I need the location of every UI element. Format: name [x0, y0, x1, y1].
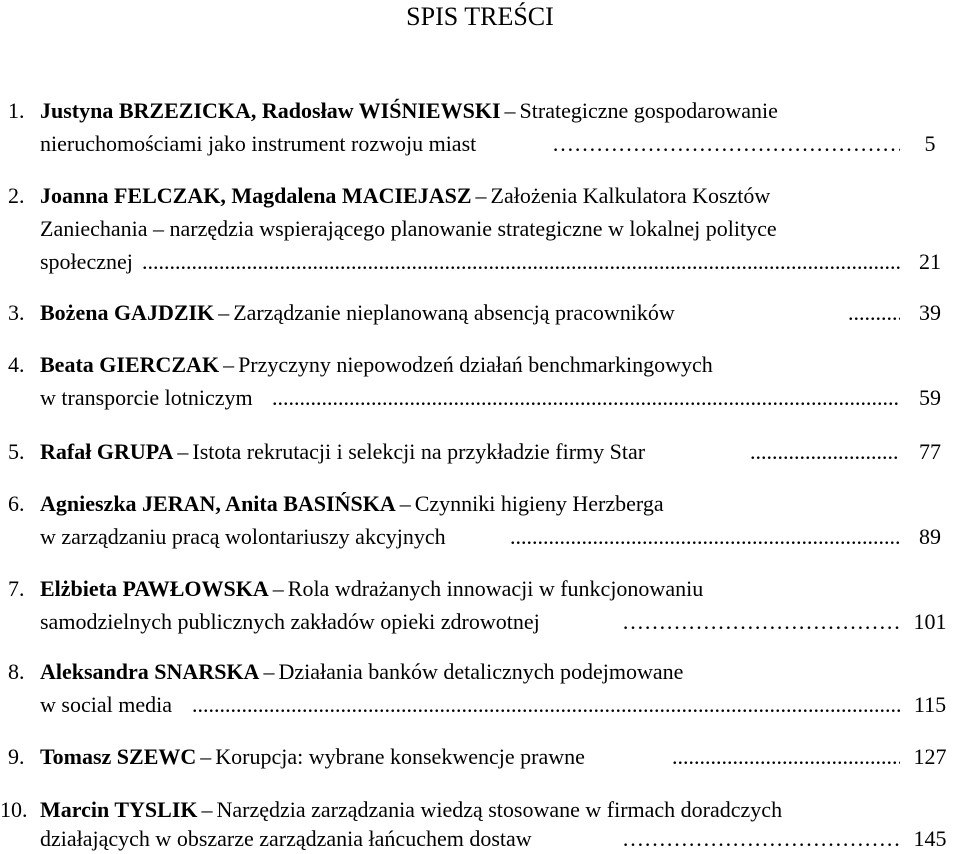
entry-number: 4. [8, 352, 25, 377]
entry-authors: Rafał GRUPA [40, 439, 174, 464]
entry-title-continuation: Zaniechania – narzędzia wspierającego planowanie strategiczne w lokalnej polityce [40, 216, 777, 241]
entry-authors: Aleksandra SNARSKA [40, 659, 260, 684]
entry-dash: – [504, 98, 516, 123]
entry-dash: – [263, 659, 275, 684]
entry-authors: Justyna BRZEZICKA, Radosław WIŚNIEWSKI [40, 98, 501, 123]
entry-authors: Marcin TYSLIK [40, 797, 198, 822]
entry-title-continuation: samodzielnych publicznych zakładów opieki zdrowotnej [40, 609, 540, 634]
entry-dash: – [177, 439, 189, 464]
entry-authors: Tomasz SZEWC [40, 744, 197, 769]
entry-authors: Bożena GAJDZIK [40, 300, 215, 325]
entry-title-continuation: działających w obszarze zarządzania łańcuchem dostaw [40, 826, 532, 851]
entry-title-continuation: w social media [40, 692, 172, 717]
entry-title-continuation: nieruchomościami jako instrument rozwoju miast [40, 131, 477, 156]
entry-title: Czynniki higieny Herzberga [414, 491, 664, 516]
entry-page: 77 [919, 439, 941, 464]
entry-number: 2. [8, 183, 25, 208]
dot-leader [142, 247, 900, 277]
dot-leader [510, 522, 900, 552]
entry-number: 10. [0, 797, 28, 822]
entry-dash: – [223, 352, 235, 377]
dot-leader [750, 437, 900, 467]
entry-authors: Elżbieta PAWŁOWSKA [40, 576, 269, 601]
entry-page: 5 [924, 131, 936, 156]
entry-page: 145 [913, 826, 947, 851]
entry-title: Zarządzanie nieplanowaną absencją pracowników [233, 300, 675, 325]
entry-title: Istota rekrutacji i selekcji na przykładzie firmy Star [192, 439, 646, 464]
entry-number: 3. [8, 300, 25, 325]
entry-page: 89 [919, 524, 941, 549]
entry-title: Narzędzia zarządzania wiedzą stosowane w firmach doradczych [216, 797, 783, 822]
entry-page: 39 [919, 300, 941, 325]
entry-number: 7. [8, 576, 25, 601]
entry-page: 101 [913, 609, 947, 634]
entry-page: 127 [913, 744, 947, 769]
entry-title: Korupcja: wybrane konsekwencje prawne [215, 744, 585, 769]
entry-dash: – [475, 183, 487, 208]
dot-leader [848, 298, 900, 328]
entry-dash: – [399, 491, 411, 516]
dot-leader [552, 129, 900, 159]
entry-dash: – [218, 300, 230, 325]
entry-authors: Beata GIERCZAK [40, 352, 220, 377]
entry-page: 115 [913, 692, 947, 717]
entry-title: Przyczyny niepowodzeń działań benchmarkingowych [238, 352, 713, 377]
dot-leader [272, 383, 900, 413]
entry-title-continuation: w zarządzaniu pracą wolontariuszy akcyjnych [40, 524, 446, 549]
entry-title: Działania banków detalicznych podejmowane [278, 659, 684, 684]
entry-page: 21 [919, 249, 941, 274]
page-title: SPIS TREŚCI [406, 2, 554, 31]
entry-title: Założenia Kalkulatora Kosztów [490, 183, 771, 208]
entry-number: 9. [8, 744, 25, 769]
entry-dash: – [201, 797, 213, 822]
entry-number: 8. [8, 659, 25, 684]
entry-dash: – [200, 744, 212, 769]
entry-number: 1. [8, 98, 25, 123]
dot-leader [672, 742, 900, 772]
entry-title: Rola wdrażanych innowacji w funkcjonowaniu [287, 576, 704, 601]
entry-dash: – [272, 576, 284, 601]
entry-authors: Agnieszka JERAN, Anita BASIŃSKA [40, 491, 396, 516]
dot-leader [192, 690, 900, 720]
entry-number: 5. [8, 439, 25, 464]
entry-title-continuation: społecznej [40, 249, 133, 274]
entry-page: 59 [919, 385, 941, 410]
dot-leader [622, 607, 900, 637]
entry-authors: Joanna FELCZAK, Magdalena MACIEJASZ [40, 183, 472, 208]
entry-title-continuation: w transporcie lotniczym [40, 385, 253, 410]
entry-number: 6. [8, 491, 25, 516]
dot-leader [622, 824, 900, 854]
entry-title: Strategiczne gospodarowanie [519, 98, 778, 123]
